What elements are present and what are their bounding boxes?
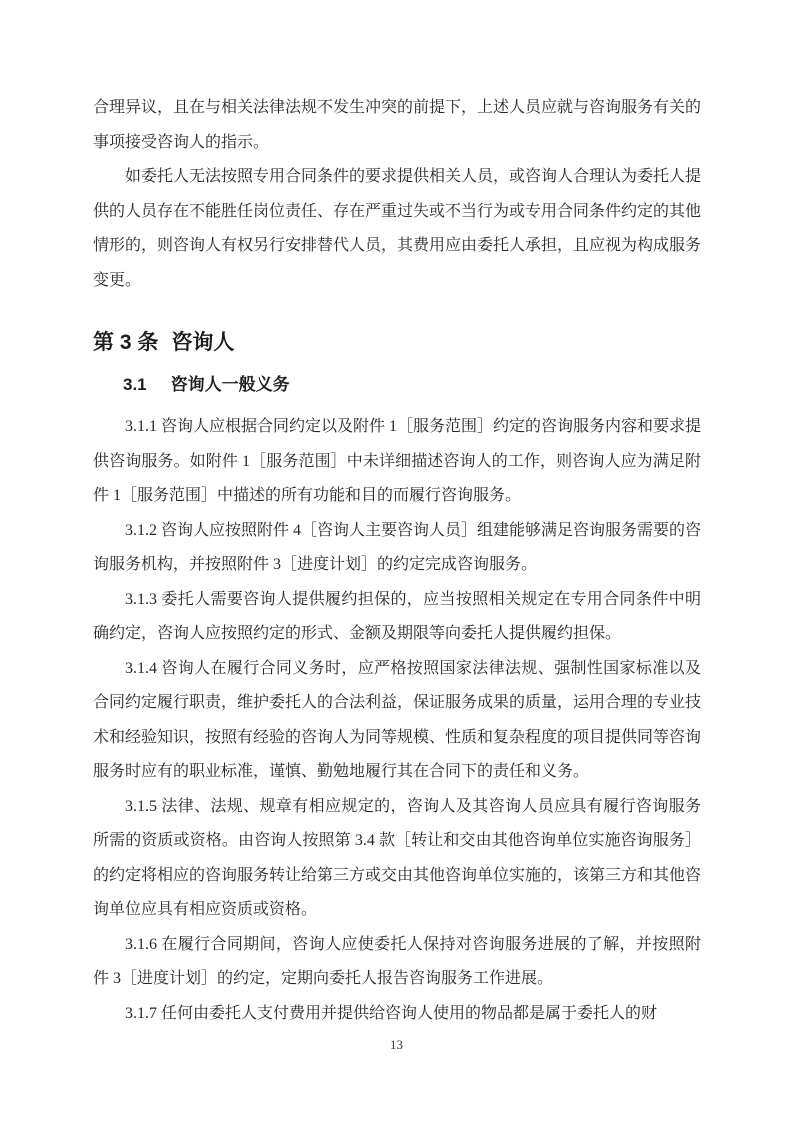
clause-3-1-2: 3.1.2 咨询人应按照附件 4［咨询人主要咨询人员］组建能够满足咨询服务需要的咨询服务机构，并按照附件 3［进度计划］的约定完成咨询服务。 [93,521,702,573]
clause-3-1-6: 3.1.6 在履行合同期间，咨询人应使委托人保持对咨询服务进展的了解，并按照附件 3［进度计划］的约定，定期向委托人报告咨询服务工作进展。 [93,935,701,987]
subsection-heading-title: 咨询人一般义务 [170,375,290,394]
section-heading-number: 第 3 条 [93,331,159,354]
paragraph-staff-replacement: 如委托人无法按照专用合同条件的要求提供相关人员，或咨询人合理认为委托人提供的人员存在不能胜任岗位责任、存在严重过失或不当行为或专用合同条件约定的其他情形的，则咨询人有权另行安排替代人员，其费用应由委托人承担，且应视为构成服务变更。 [93,168,702,289]
clause-3-1-7: 3.1.7 任何由委托人支付费用并提供给咨询人使用的物品都是属于委托人的财 [125,1004,658,1022]
page-number: 13 [390,1037,403,1052]
clause-3-1-3: 3.1.3 委托人需要咨询人提供履约担保的，应当按照相关规定在专用合同条件中明确约定，咨询人应按照约定的形式、金额及期限等向委托人提供履约担保。 [93,590,701,642]
subsection-heading-3-1 [123,372,701,398]
section-heading-title: 咨询人 [171,331,235,354]
clause-3-1-4: 3.1.4 咨询人在履行合同义务时，应严格按照国家法律法规、强制性国家标准以及合同约定履行职责，维护委托人的合法利益，保证服务成果的质量，运用合理的专业技术和经验知识，按照有经验的咨询人为同等规模、性质和复杂程度的项目提供同等咨询服务时应有的职业标准，谨慎、勤勉地履行其在合同下的责任和义务。 [93,659,702,780]
clause-3-1-1: 3.1.1 咨询人应根据合同约定以及附件 1［服务范围］约定的咨询服务内容和要求提供咨询服务。如附件 1［服务范围］中未详细描述咨询人的工作，则咨询人应为满足附件 1［服务范围］中描述的所有功能和目的而履行咨询服务。 [93,418,702,504]
document-content [93,91,701,1031]
subsection-heading-number: 3.1 [123,375,147,394]
paragraph-continuation: 合理异议，且在与相关法律法规不发生冲突的前提下，上述人员应就与咨询服务有关的事项接受咨询人的指示。 [93,99,702,151]
clause-3-1-5: 3.1.5 法律、法规、规章有相应规定的，咨询人及其咨询人员应具有履行咨询服务所需的资质或资格。由咨询人按照第 3.4 款［转让和交由其他咨询单位实施咨询服务］的约定将相应的咨询服务转让给第三方或交由其他咨询单位实施的，该第三方和其他咨询单位应具有相应资质或资格。 [93,797,702,918]
section-heading-article-3 [93,328,701,358]
